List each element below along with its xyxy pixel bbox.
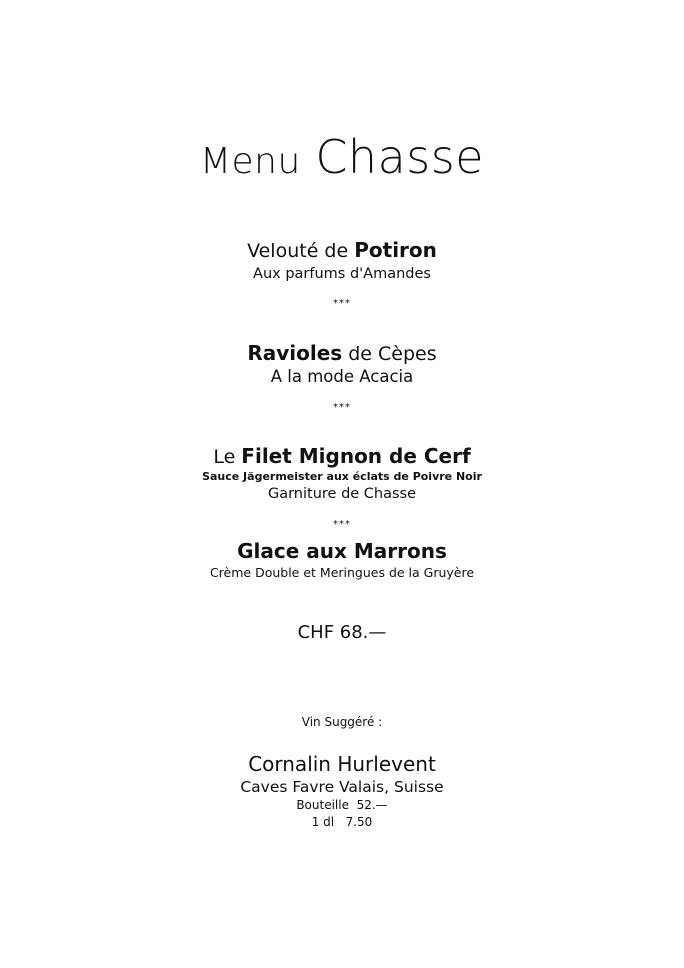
course-4-name bbox=[0, 539, 684, 563]
course-2-bold: Ravioles bbox=[247, 341, 343, 365]
course-1-bold: Potiron bbox=[354, 238, 437, 262]
course-3-name bbox=[0, 444, 684, 468]
page-title bbox=[0, 130, 684, 184]
course-3-sauce: Sauce Jägermeister aux éclats de Poivre Noir bbox=[202, 470, 482, 483]
course-1-detail: Aux parfums d'Amandes bbox=[253, 266, 431, 282]
course-3-bold: Filet Mignon de Cerf bbox=[241, 444, 471, 468]
wine-producer: Caves Favre Valais, Suisse bbox=[240, 778, 444, 796]
wine-glass-price: 1 dl 7.50 bbox=[311, 815, 373, 829]
course-4-detail: Crème Double et Meringues de la Gruyère bbox=[209, 565, 475, 580]
course-1-name bbox=[0, 238, 684, 262]
course-1-pre: Velouté de bbox=[247, 240, 355, 262]
separator-1: *** bbox=[333, 298, 351, 309]
menu-price: CHF 68.— bbox=[297, 622, 387, 643]
separator-2: *** bbox=[333, 402, 351, 413]
course-2-detail: A la mode Acacia bbox=[270, 367, 414, 386]
course-3-detail: Garniture de Chasse bbox=[267, 486, 417, 502]
title-menu: Menu bbox=[199, 141, 301, 182]
separator-3: *** bbox=[333, 519, 351, 530]
wine-name: Cornalin Hurlevent bbox=[248, 752, 436, 776]
wine-heading: Vin Suggéré : bbox=[301, 715, 383, 729]
title-chasse: Chasse bbox=[315, 130, 485, 184]
course-4-bold: Glace aux Marrons bbox=[237, 539, 447, 563]
wine-bottle-price: Bouteille 52.— bbox=[296, 798, 388, 812]
course-2-post: de Cèpes bbox=[342, 343, 437, 365]
course-2-name bbox=[0, 341, 684, 365]
course-3-pre: Le bbox=[213, 446, 242, 468]
